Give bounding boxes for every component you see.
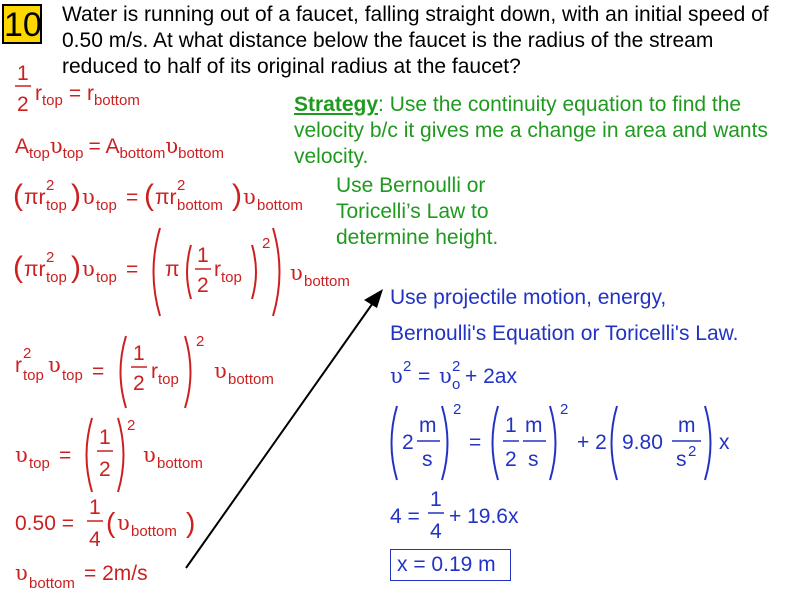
problem-statement: Water is running out of a faucet, falling straight down, with an initial speed of 0.50 m/s. At what distance below the faucet is the radius of the stream reduced to half of its original radius at the faucet?: [62, 3, 769, 78]
svg-text:s: s: [422, 448, 433, 471]
svg-text:υ: υ: [439, 364, 452, 388]
svg-text:s: s: [676, 448, 687, 471]
svg-text:): ): [71, 251, 81, 284]
svg-text:0.50 =: 0.50 =: [15, 512, 74, 535]
svg-text:1: 1: [89, 496, 101, 519]
svg-text:top: top: [23, 367, 44, 384]
svg-text:+ 2ax: + 2ax: [465, 365, 517, 388]
svg-text:): ): [71, 179, 81, 212]
svg-text:2: 2: [196, 333, 205, 350]
svg-text:s: s: [528, 448, 539, 471]
svg-text:m: m: [678, 414, 696, 437]
bernoulli-note: Use Bernoulli or Toricelli’s Law to determine height.: [336, 174, 499, 249]
svg-text:top: top: [29, 455, 50, 472]
svg-text:υ: υ: [15, 443, 28, 467]
strategy-label: Strategy: [294, 93, 379, 116]
svg-text:top: top: [46, 197, 67, 214]
svg-text:m: m: [525, 414, 543, 437]
svg-text:2: 2: [177, 177, 186, 194]
svg-text:o: o: [452, 376, 461, 393]
svg-text:υ: υ: [390, 364, 403, 388]
strategy-text: : Use the continuity equation to find the velocity b/c it gives me a change in area and wants velocity.: [294, 93, 768, 168]
svg-text:=: =: [59, 444, 72, 467]
svg-text:2: 2: [23, 345, 32, 362]
red-derivation: [13, 62, 350, 592]
svg-text:2: 2: [197, 274, 209, 297]
svg-text:(: (: [13, 179, 23, 212]
svg-text:): ): [232, 179, 242, 212]
svg-text:2: 2: [402, 431, 414, 454]
svg-text:2: 2: [17, 93, 29, 116]
svg-text:top: top: [158, 371, 179, 388]
svg-text:υ: υ: [82, 185, 95, 209]
svg-text:υ: υ: [117, 511, 130, 535]
svg-text:υ: υ: [82, 257, 95, 281]
svg-text:4: 4: [430, 520, 442, 543]
svg-text:top: top: [46, 269, 67, 286]
svg-text:=: =: [469, 431, 482, 454]
svg-text:2: 2: [560, 401, 569, 418]
svg-text:): ): [186, 507, 196, 538]
svg-text:bottom: bottom: [29, 575, 75, 592]
svg-text:π: π: [165, 258, 180, 281]
svg-text:r: r: [151, 360, 158, 383]
final-answer-box: x = 0.19 m: [390, 549, 511, 581]
svg-text:r: r: [214, 258, 221, 281]
svg-text:=: =: [418, 365, 431, 388]
svg-text:r: r: [15, 354, 22, 377]
svg-text:(: (: [106, 507, 116, 538]
svg-text:1: 1: [17, 62, 29, 85]
svg-text:1: 1: [99, 426, 111, 449]
svg-text:9.80: 9.80: [622, 431, 663, 454]
svg-text:bottom: bottom: [304, 273, 350, 290]
svg-text:πr: πr: [155, 186, 177, 209]
projectile-note-line1: Use projectile motion, energy,: [390, 286, 667, 309]
svg-text:2: 2: [505, 448, 517, 471]
svg-text:2: 2: [453, 401, 462, 418]
svg-text:x: x: [719, 431, 730, 454]
svg-text:1: 1: [505, 414, 517, 437]
svg-text:υ: υ: [243, 185, 256, 209]
svg-text:top: top: [221, 269, 242, 286]
svg-text:rtop= rbottom: $r_{top} = r_{bottom}$: [35, 82, 140, 109]
svg-text:2: 2: [46, 249, 55, 266]
svg-text:πr: πr: [24, 258, 46, 281]
svg-text:top: top: [62, 367, 83, 384]
svg-text:=: =: [126, 258, 139, 281]
svg-text:4 =: 4 =: [390, 505, 420, 528]
svg-text:1: 1: [197, 244, 209, 267]
svg-text:1: 1: [430, 488, 442, 511]
svg-text:υ: υ: [48, 353, 61, 377]
svg-text:bottom: bottom: [228, 371, 274, 388]
arrow-icon: [186, 289, 383, 568]
svg-text:top: top: [96, 197, 117, 214]
svg-text:bottom: bottom: [177, 197, 223, 214]
svg-text:4: 4: [89, 528, 101, 551]
svg-text:πr: πr: [24, 186, 46, 209]
svg-text:bottom: bottom: [257, 197, 303, 214]
svg-text:1: 1: [133, 342, 145, 365]
svg-text:2: 2: [688, 443, 697, 460]
svg-text:2: 2: [262, 235, 271, 252]
svg-text:Atopυtop= Abottomυbottom: $A_{top}\upsilon_{top} = A_{bottom}\upsilon_{bottom}$: [15, 134, 224, 162]
svg-text:+ 2: + 2: [577, 431, 607, 454]
svg-text:2: 2: [99, 458, 111, 481]
blue-derivation: [390, 358, 730, 543]
svg-text:υ: υ: [214, 359, 227, 383]
svg-text:(: (: [13, 251, 23, 284]
svg-text:2: 2: [403, 358, 412, 375]
svg-text:bottom: bottom: [157, 455, 203, 472]
svg-text:2: 2: [127, 417, 136, 434]
svg-text:=: =: [92, 360, 105, 383]
projectile-note-line2: Bernoulli's Equation or Toricelli's Law.: [390, 322, 739, 345]
svg-text:m: m: [419, 414, 437, 437]
svg-text:(: (: [144, 179, 154, 212]
svg-text:top: top: [96, 269, 117, 286]
svg-text:υ: υ: [143, 443, 156, 467]
svg-text:υ: υ: [15, 561, 28, 585]
svg-text:+ 19.6x: + 19.6x: [449, 505, 519, 528]
svg-text:2: 2: [46, 177, 55, 194]
svg-text:υ: υ: [290, 261, 303, 285]
svg-text:2: 2: [133, 372, 145, 395]
svg-text:bottom: bottom: [131, 523, 177, 540]
problem-number-badge: 10: [4, 6, 42, 44]
svg-text:=: =: [126, 186, 139, 209]
svg-text:2: 2: [452, 358, 461, 375]
svg-text:= 2m/s: = 2m/s: [84, 562, 148, 585]
